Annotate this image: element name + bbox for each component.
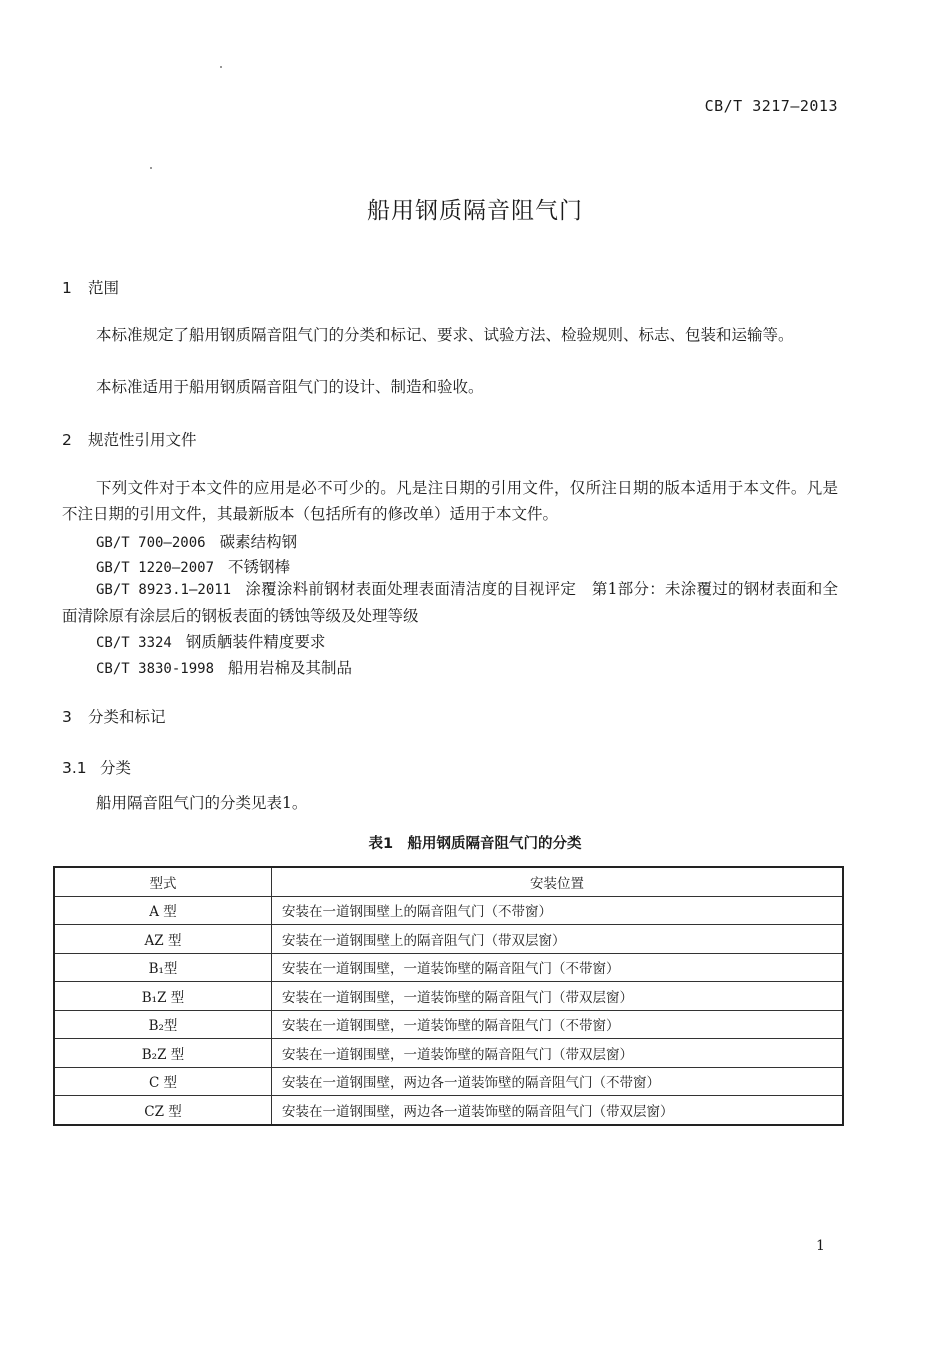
type-cell: B₁Z 型 <box>54 982 272 1011</box>
location-cell: 安装在一道钢围壁，两边各一道装饰壁的隔音阻气门（不带窗） <box>272 1067 844 1096</box>
document-title: 船用钢质隔音阻气门 <box>367 198 583 224</box>
scan-speck <box>150 167 152 169</box>
table-row <box>54 1010 843 1039</box>
section-1-heading <box>62 276 119 298</box>
location-cell: 安装在一道钢围壁，一道装饰壁的隔音阻气门（带双层窗） <box>272 982 844 1011</box>
location-cell: 安装在一道钢围壁，一道装饰壁的隔音阻气门（带双层窗） <box>272 1039 844 1068</box>
reference-title: 钢质舾装件精度要求 <box>185 633 326 651</box>
reference-code: GB/T 8923.1—2011 <box>96 582 232 598</box>
section-3-heading <box>62 705 166 727</box>
section-number: 2 <box>62 431 72 449</box>
type-cell: A 型 <box>54 896 272 925</box>
table-row <box>54 982 843 1011</box>
type-cell: B₁型 <box>54 953 272 982</box>
reference-item <box>96 530 297 552</box>
section-1-paragraph-2: 本标准适用于船用钢质隔音阻气门的设计、制造和验收。 <box>96 378 484 396</box>
location-cell: 安装在一道钢围壁上的隔音阻气门（不带窗） <box>272 896 844 925</box>
location-cell: 安装在一道钢围壁，一道装饰壁的隔音阻气门（不带窗） <box>272 953 844 982</box>
type-cell: AZ 型 <box>54 925 272 954</box>
table-header-row <box>54 867 843 896</box>
location-cell: 安装在一道钢围壁上的隔音阻气门（带双层窗） <box>272 925 844 954</box>
reference-title: 不锈钢棒 <box>228 558 291 576</box>
section-title: 分类和标记 <box>88 708 166 726</box>
table-row <box>54 896 843 925</box>
type-cell: CZ 型 <box>54 1096 272 1125</box>
reference-code: CB/T 3830-1998 <box>96 661 215 677</box>
table-row <box>54 1039 843 1068</box>
table-row <box>54 1096 843 1125</box>
table-row <box>54 925 843 954</box>
reference-code: CB/T 3324 <box>96 635 172 651</box>
column-header-type: 型式 <box>54 867 272 896</box>
table-row <box>54 953 843 982</box>
standard-code: CB/T 3217—2013 <box>704 97 838 115</box>
location-cell: 安装在一道钢围壁，两边各一道装饰壁的隔音阻气门（带双层窗） <box>272 1096 844 1125</box>
type-cell: C 型 <box>54 1067 272 1096</box>
section-title: 范围 <box>88 279 120 297</box>
reference-title: 涂覆涂料前钢材表面处理表面清洁度的目视评定 第1部分：未涂覆过的钢材表面和全面清除原有涂层后的钢板表面的锈蚀等级及处理等级 <box>62 580 839 625</box>
type-cell: B₂Z 型 <box>54 1039 272 1068</box>
reference-item <box>62 576 838 629</box>
section-number: 3 <box>62 708 72 726</box>
reference-item <box>96 555 290 577</box>
reference-title: 船用岩棉及其制品 <box>228 659 353 677</box>
section-2-heading <box>62 428 197 450</box>
page-number: 1 <box>816 1238 825 1254</box>
column-header-location: 安装位置 <box>272 867 844 896</box>
scan-speck <box>220 66 222 68</box>
table-row <box>54 1067 843 1096</box>
reference-item <box>96 656 352 678</box>
section-title: 规范性引用文件 <box>88 431 197 449</box>
reference-title: 碳素结构钢 <box>219 533 298 551</box>
section-number: 3.1 <box>62 759 87 777</box>
reference-item <box>96 630 325 652</box>
section-3-1-heading <box>62 756 131 778</box>
reference-code: GB/T 700—2006 <box>96 535 206 551</box>
section-title: 分类 <box>100 759 132 777</box>
location-cell: 安装在一道钢围壁，一道装饰壁的隔音阻气门（不带窗） <box>272 1010 844 1039</box>
section-2-intro: 下列文件对于本文件的应用是必不可少的。凡是注日期的引用文件，仅所注日期的版本适用于本文件。凡是不注日期的引用文件，其最新版本（包括所有的修改单）适用于本文件。 <box>62 479 838 523</box>
section-1-paragraph-1: 本标准规定了船用钢质隔音阻气门的分类和标记、要求、试验方法、检验规则、标志、包装和运输等。 <box>96 326 794 344</box>
table-caption: 表1 船用钢质隔音阻气门的分类 <box>368 836 582 852</box>
section-number: 1 <box>62 279 72 297</box>
section-3-1-text: 船用隔音阻气门的分类见表1。 <box>96 794 308 812</box>
reference-code: GB/T 1220—2007 <box>96 560 215 576</box>
classification-table <box>53 866 844 1126</box>
type-cell: B₂型 <box>54 1010 272 1039</box>
